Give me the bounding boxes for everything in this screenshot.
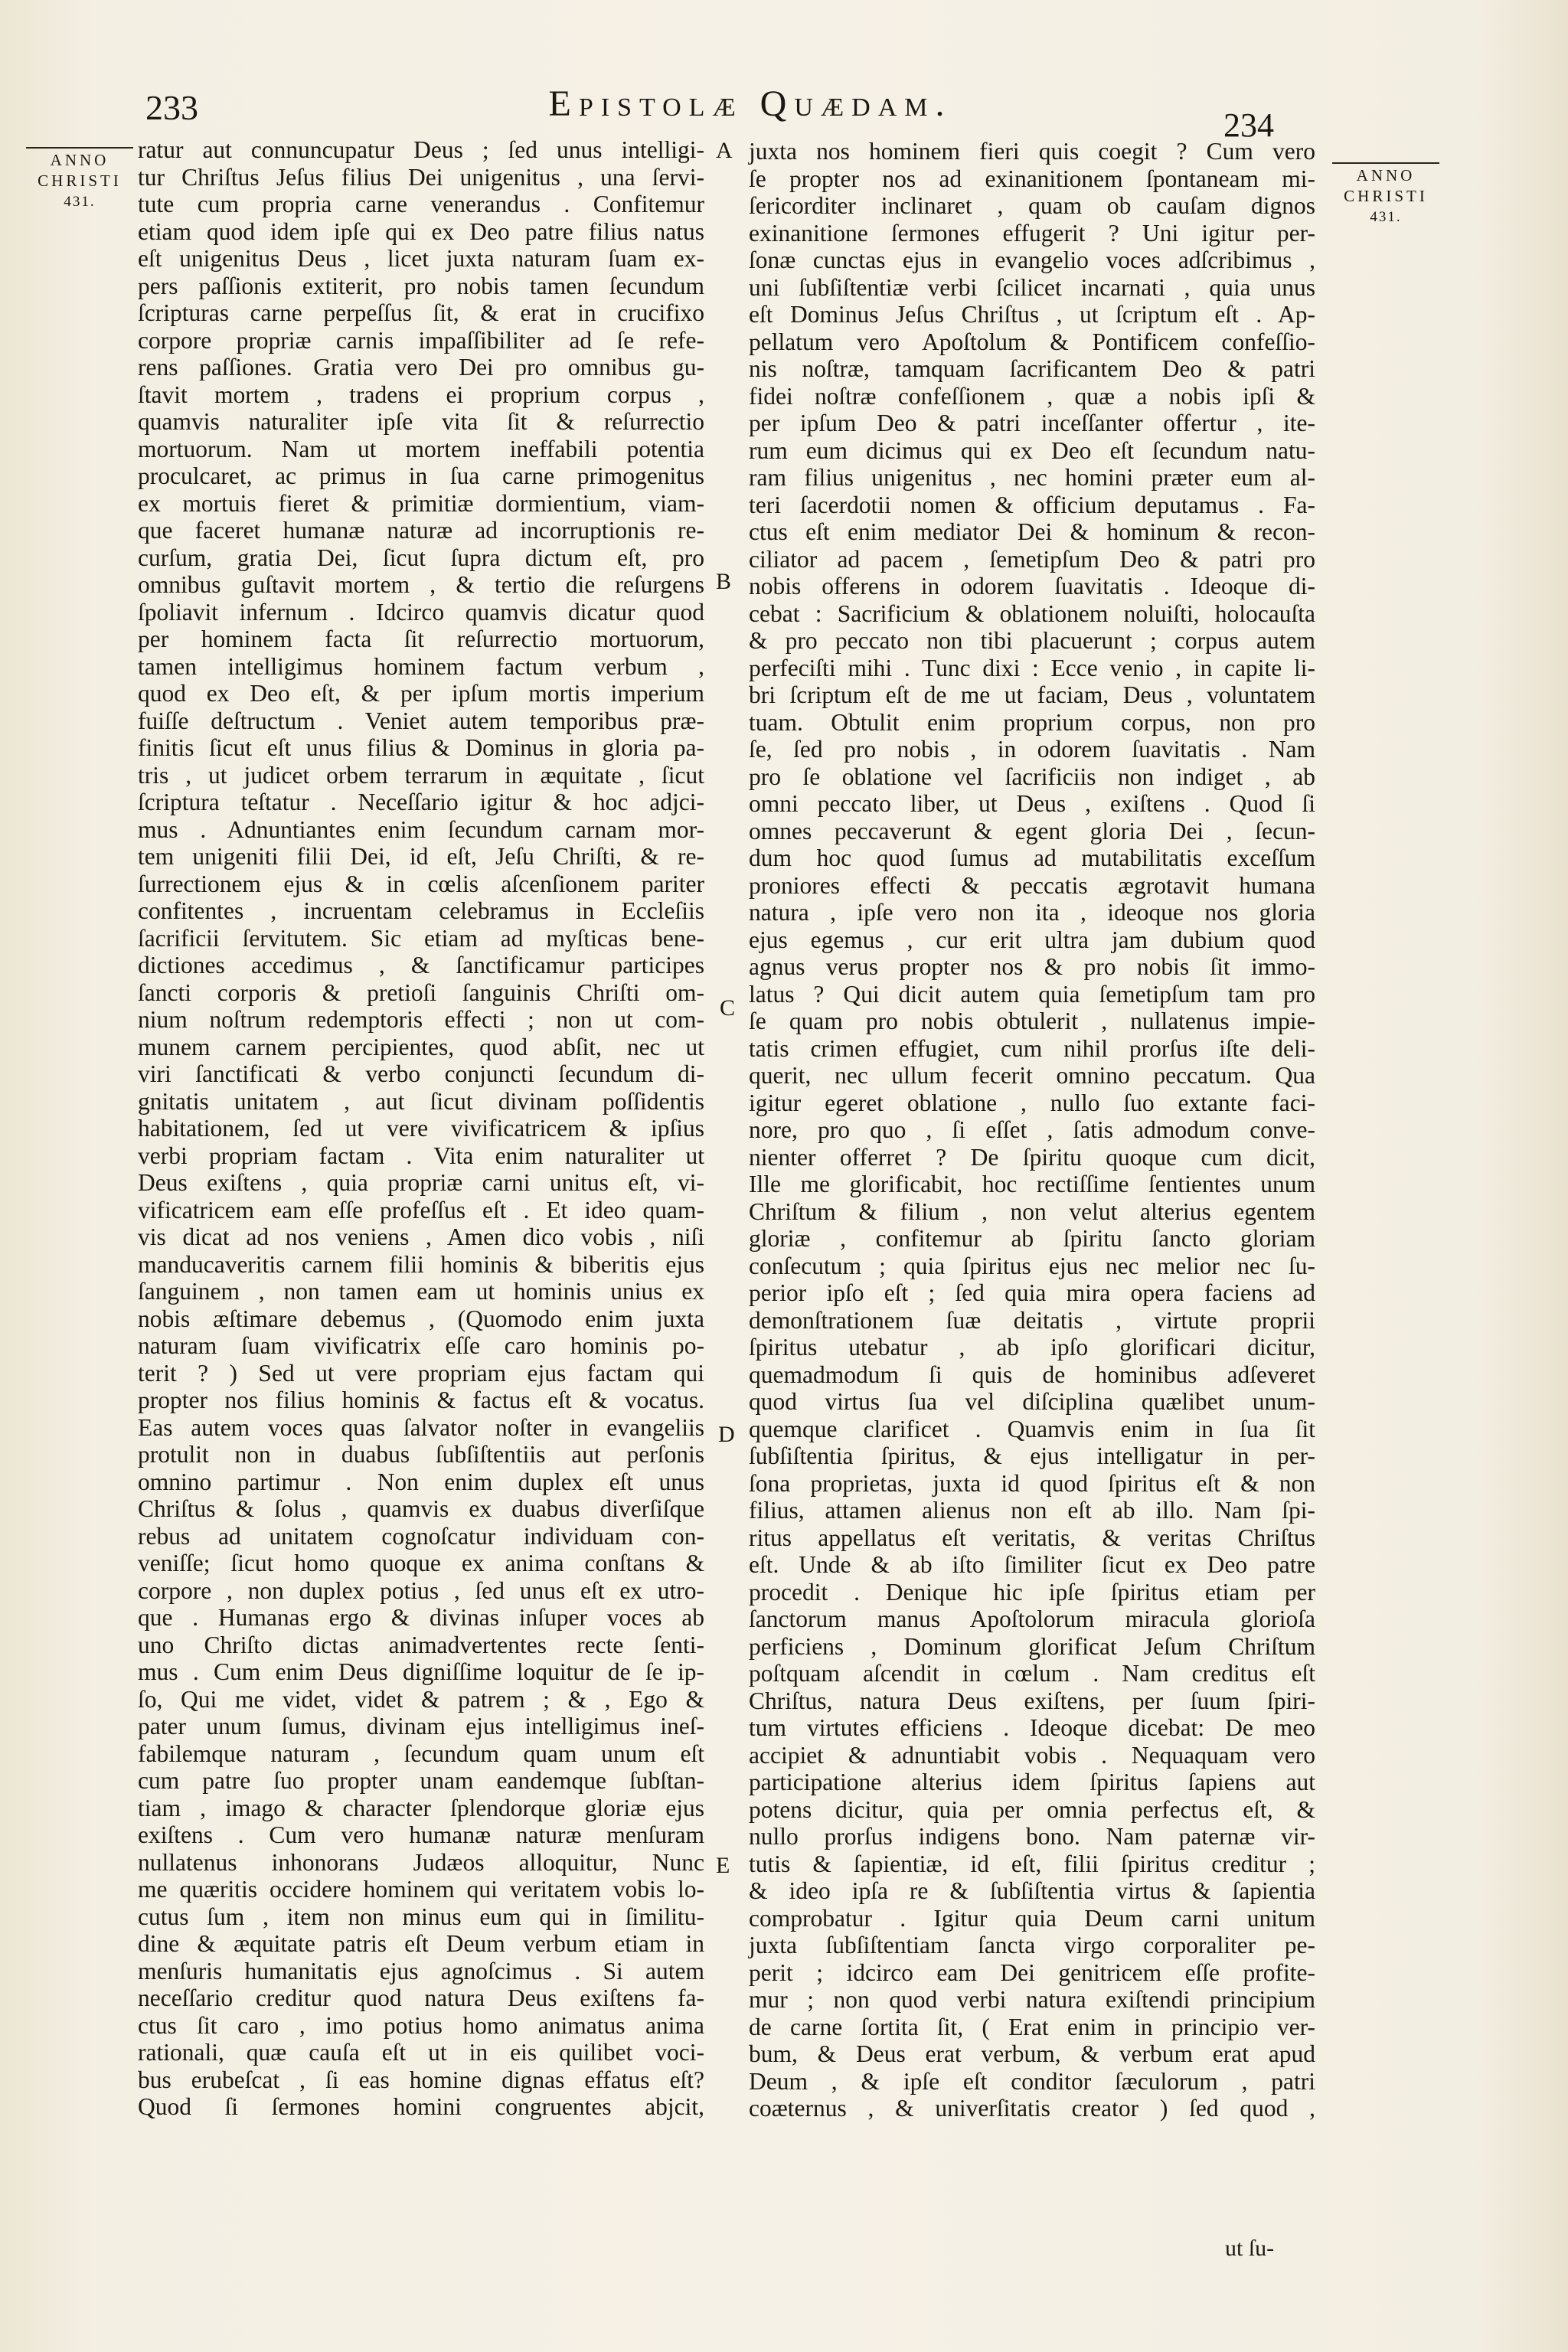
text-line: propter nos filius hominis & factus eſt & vocatus. — [138, 1387, 704, 1413]
text-line: ſonæ cunctas ejus in evangelio voces adſcribimus , — [749, 247, 1315, 273]
text-line: ciliator ad pacem , ſemetipſum Deo & patri pro — [749, 545, 1315, 573]
text-line: & ideo ipſa re & ſubſiſtentia virtus & ſapientia — [749, 1877, 1315, 1904]
text-line: vis dicat ad nos veniens , Amen dico vobis , niſi — [138, 1223, 704, 1250]
text-line: rebus ad unitatem cognoſcatur individuam con- — [138, 1522, 704, 1550]
text-line: Deus exiſtens , quia propriæ carni unitus eſt, vi- — [138, 1169, 704, 1196]
text-line: perficiens , Dominum glorificat Jeſum Chriſtum — [749, 1632, 1315, 1660]
text-line: ſanguinem , non tamen eam ut hominis unius ex — [138, 1278, 704, 1305]
text-line: quod ex Deo eſt, & per ipſum mortis imperium — [138, 680, 704, 707]
text-line: habitationem, ſed ut vere vivificatricem & ipſius — [138, 1115, 704, 1142]
text-line: confitentes , incruentam celebramus in Eccleſiis — [138, 897, 704, 924]
text-line: rationali, quæ cauſa eſt ut in eis quilibet voci- — [138, 2039, 704, 2066]
anno-christi-right — [1332, 162, 1439, 227]
text-line: bri ſcriptum eſt de me ut faciam, Deus , voluntatem — [749, 681, 1315, 708]
text-line: omnino partimur . Non enim duplex eſt unus — [138, 1468, 704, 1495]
text-line: ſe quam pro nobis obtulerit , nullatenus impie- — [749, 1008, 1315, 1034]
text-line: ſancti corporis & pretioſi ſanguinis Chriſti om- — [138, 978, 704, 1006]
text-line: Chriſtus & ſolus , quamvis ex duabus diverſiſque — [138, 1495, 704, 1522]
text-line: quod virtus ſua vel diſciplina quælibet unum- — [749, 1388, 1315, 1415]
section-marker-e: E — [716, 1853, 730, 1878]
text-line: pater unum ſumus, divinam ejus intelligimus ineſ- — [138, 1713, 704, 1740]
text-line: neceſſario creditur quod natura Deus exiſtens fa- — [138, 1984, 704, 2011]
text-line: viri ſanctificati & verbo conjuncti ſecundum di- — [138, 1060, 704, 1087]
text-line: ſtavit mortem , tradens ei proprium corpus , — [138, 381, 704, 408]
text-line: ſpoliavit infernum . Idcirco quamvis dicatur quod — [138, 598, 704, 626]
running-title: Epistolæ Quædam. — [548, 83, 952, 124]
text-line: exiſtens . Cum vero humanæ naturæ menſuram — [138, 1821, 704, 1848]
text-line: omnibus guſtavit mortem , & tertio die reſurgens — [138, 571, 704, 598]
text-line: ſurrectionem ejus & in cœlis aſcenſionem pariter — [138, 870, 704, 897]
text-line: manducaveritis carnem filii hominis & biberitis ejus — [138, 1250, 704, 1278]
text-line: Quod ſi ſermones homini congruentes abjcit, — [138, 2093, 704, 2120]
text-line: demonſtrationem ſuæ deitatis , virtute proprii — [749, 1306, 1315, 1334]
text-line: pers paſſionis extiterit, pro nobis tamen ſecundum — [138, 272, 704, 299]
text-line: nienter offerret ? De ſpiritu quoque cum dicit, — [749, 1143, 1315, 1171]
text-line: veniſſe; ſicut homo quoque ex anima conſtans & — [138, 1550, 704, 1576]
text-line: ritus appellatus eſt veritatis, & veritas Chriſtus — [749, 1524, 1315, 1551]
text-line: mur ; non quod verbi natura exiſtendi principium — [749, 1986, 1315, 2013]
text-line: agnus verus propter nos & pro nobis ſit immo- — [749, 953, 1315, 980]
text-line: bum, & Deus erat verbum, & verbum erat apud — [749, 2040, 1315, 2067]
text-line: juxta nos hominem fieri quis coegit ? Cum vero — [749, 138, 1315, 165]
text-line: ram filius unigenitus , nec homini præter eum al- — [749, 464, 1315, 491]
text-line: tuam. Obtulit enim proprium corpus, non pro — [749, 708, 1315, 736]
text-line: omnes peccaverunt & egent gloria Dei , ſecun- — [749, 817, 1315, 844]
text-line: cebat : Sacrificium & oblationem noluiſti, holocauſta — [749, 599, 1315, 627]
text-line: naturam ſuam vivificatrix eſſe caro hominis po- — [138, 1332, 704, 1359]
text-line: fabilemque naturam , ſecundum quam unum eſt — [138, 1740, 704, 1767]
text-line: tem unigeniti filii Dei, id eſt, Jeſu Chriſti, & re- — [138, 843, 704, 870]
text-line: gnitatis unitatem , aut ſicut divinam poſſidentis — [138, 1087, 704, 1115]
text-line: ſcripturas carne perpeſſus ſit, & erat in crucifixo — [138, 299, 704, 326]
text-line: filius, attamen alienus non eſt ab illo. Nam ſpi- — [749, 1497, 1315, 1524]
text-line: vificatricem eam eſſe profeſſus eſt . Et ideo quam- — [138, 1196, 704, 1223]
text-line: dictiones accedimus , & ſanctificamur participes — [138, 952, 704, 978]
text-line: ſe, ſed pro nobis , in odorem ſuavitatis . Nam — [749, 736, 1315, 763]
text-line: participatione alterius idem ſpiritus ſapiens aut — [749, 1769, 1315, 1795]
text-line: perior ipſo eſt ; ſed quia mira opera faciens ad — [749, 1279, 1315, 1306]
text-line: mortuorum. Nam ut mortem ineffabili potentia — [138, 435, 704, 462]
text-line: me quæritis occidere hominem qui veritatem vobis lo- — [138, 1876, 704, 1903]
text-line: corpore , non duplex potius , ſed unus eſt ex utro- — [138, 1576, 704, 1604]
text-line: ſacrificii ſervitutem. Sic etiam ad myſticas bene- — [138, 924, 704, 952]
text-line: procedit . Denique hic ipſe ſpiritus etiam per — [749, 1578, 1315, 1606]
text-line: ſo, Qui me videt, videt & patrem ; & , Ego & — [138, 1685, 704, 1713]
text-line: conſecutum ; quia ſpiritus ejus nec melior nec ſu- — [749, 1252, 1315, 1279]
left-text-column — [138, 136, 704, 2121]
section-marker-c: C — [720, 995, 736, 1021]
text-line: de carne ſortita ſit, ( Erat enim in principio ver- — [749, 2013, 1315, 2040]
christi-label: CHRISTI — [38, 172, 122, 190]
text-line: ſona proprietas, juxta id quod ſpiritus eſt & non — [749, 1469, 1315, 1497]
text-line: ratur aut connuncupatur Deus ; ſed unus intelligi- — [138, 136, 704, 163]
section-marker-d: D — [718, 1422, 735, 1447]
text-line: quemque clarificet . Quamvis enim in ſua ſit — [749, 1415, 1315, 1442]
running-header — [0, 83, 1568, 144]
text-line: etiam quod idem ipſe qui ex Deo patre filius natus — [138, 217, 704, 245]
text-line: accipiet & adnuntiabit vobis . Nequaquam vero — [749, 1741, 1315, 1769]
text-line: mus . Cum enim Deus digniſſime loquitur de ſe ip- — [138, 1658, 704, 1685]
text-line: potens dicitur, quia per omnia perfectus eſt, & — [749, 1795, 1315, 1823]
page-number-left: 233 — [145, 88, 198, 127]
text-line: nis noſtræ, tamquam ſacrificantem Deo & patri — [749, 355, 1315, 382]
text-line: nore, pro quo , ſi eſſet , ſatis admodum conve- — [749, 1116, 1315, 1143]
christi-label: CHRISTI — [1344, 187, 1428, 205]
text-line: Chriſtum & filium , non velut alterius egentem — [749, 1197, 1315, 1225]
text-line: ex mortuis fieret & primitiæ dormientium, viam- — [138, 489, 704, 517]
text-line: tris , ut judicet orbem terrarum in æquitate , ſicut — [138, 761, 704, 789]
text-line: ejus egemus , cur erit ultra jam dubium quod — [749, 926, 1315, 953]
text-line: tute cum propria carne venerandus . Confitemur — [138, 191, 704, 217]
page-number-right: 234 — [1223, 106, 1274, 144]
text-line: curſum, gratia Dei, ſicut ſupra dictum eſt, pro — [138, 544, 704, 571]
text-line: proniores effecti & peccatis ægrotavit humana — [749, 871, 1315, 899]
text-line: pellatum vero Apoſtolum & Pontificem confeſſio- — [749, 328, 1315, 355]
text-line: per ipſum Deo & patri inceſſanter offertur , ite- — [749, 410, 1315, 436]
text-line: quemadmodum ſi quis de hominibus adſeveret — [749, 1361, 1315, 1388]
text-line: ſericorditer inclinaret , quam ob cauſam dignos — [749, 192, 1315, 219]
text-line: dine & æquitate patris eſt Deum verbum etiam in — [138, 1930, 704, 1957]
text-line: que . Humanas ergo & divinas inſuper voces ab — [138, 1604, 704, 1631]
year-label: 431. — [1370, 209, 1402, 225]
text-line: corpore propriæ carnis impaſſibiliter ad ſe refe- — [138, 326, 704, 354]
text-line: terit ? ) Sed ut vere propriam ejus factam qui — [138, 1359, 704, 1387]
text-line: latus ? Qui dicit autem quia ſemetipſum tam pro — [749, 980, 1315, 1008]
text-line: nullatenus inhonorans Judæos alloquitur, Nunc — [138, 1848, 704, 1876]
text-line: juxta ſubſiſtentiam ſancta virgo corporaliter pe- — [749, 1932, 1315, 1958]
text-line: cutus ſum , item non minus eum qui in ſimilitu- — [138, 1903, 704, 1930]
text-line: tutis & ſapientiæ, id eſt, filii ſpiritus creditur ; — [749, 1850, 1315, 1877]
anno-christi-left — [26, 147, 133, 212]
text-line: rum eum dicimus qui ex Deo eſt ſecundum natu- — [749, 436, 1315, 464]
text-line: nullo prorſus indigens bono. Nam paternæ vir- — [749, 1823, 1315, 1850]
text-line: perfeciſti mihi . Tunc dixi : Ecce venio , in capite li- — [749, 654, 1315, 681]
anno-label: ANNO — [1356, 166, 1416, 185]
text-line: bus erubeſcat , ſi eas homine dignas effatus eſt? — [138, 2066, 704, 2093]
text-line: comprobatur . Igitur quia Deum carni unitum — [749, 1904, 1315, 1932]
text-line: poſtquam aſcendit in cœlum . Nam creditus eſt — [749, 1660, 1315, 1687]
text-line: tatis crimen effugiet, cum nihil prorſus iſte deli- — [749, 1034, 1315, 1062]
text-line: que faceret humanæ naturæ ad incorruptionis re- — [138, 517, 704, 544]
text-line: nobis æſtimare debemus , (Quomodo enim juxta — [138, 1305, 704, 1332]
text-line: mus . Adnuntiantes enim ſecundum carnam mor- — [138, 815, 704, 843]
text-line: gloriæ , confitemur ab ſpiritu ſancto gloriam — [749, 1225, 1315, 1252]
text-line: eſt. Unde & ab iſto ſimiliter ſicut ex Deo patre — [749, 1551, 1315, 1578]
text-line: coæternus , & univerſitatis creator ) ſed quod , — [749, 2095, 1315, 2122]
text-line: ctus eſt enim mediator Dei & hominum & recon- — [749, 518, 1315, 545]
text-line: ctus ſit caro , imo potius homo animatus anima — [138, 2011, 704, 2039]
text-line: natura , ipſe vero non ita , ideoque nos gloria — [749, 899, 1315, 926]
section-marker-b: B — [716, 569, 732, 594]
text-line: exinanitione ſermones effugerit ? Uni igitur per- — [749, 219, 1315, 247]
text-line: tur Chriſtus Jeſus filius Dei unigenitus , una ſervi- — [138, 163, 704, 191]
text-line: Ille me glorificabit, hoc rectiſſime ſentientes unum — [749, 1171, 1315, 1197]
text-line: tamen intelligimus hominem factum verbum , — [138, 652, 704, 680]
text-line: & pro peccato non tibi placuerunt ; corpus autem — [749, 627, 1315, 654]
text-line: ſubſiſtentia ſpiritus, & ejus intelligatur in per- — [749, 1442, 1315, 1469]
text-line: tiam , imago & character ſplendorque gloriæ ejus — [138, 1794, 704, 1821]
text-line: nobis offerens in odorem ſuavitatis . Ideoque di- — [749, 573, 1315, 599]
text-line: perit ; idcirco eam Dei genitricem eſſe profite- — [749, 1958, 1315, 1986]
text-line: munem carnem percipientes, quod abſit, nec ut — [138, 1033, 704, 1060]
text-line: quamvis naturaliter ipſe vita ſit & reſurrectio — [138, 408, 704, 435]
text-line: cum patre ſuo propter unam eandemque ſubſtan- — [138, 1767, 704, 1794]
section-marker-a: A — [716, 138, 733, 163]
text-line: eſt Dominus Jeſus Chriſtus , ut ſcriptum eſt . Ap- — [749, 301, 1315, 328]
text-line: rens paſſiones. Gratia vero Dei pro omnibus gu- — [138, 354, 704, 381]
text-line: pro ſe oblatione vel ſacrificiis non indiget , ab — [749, 763, 1315, 790]
text-line: ſpiritus utebatur , ab ipſo glorificari dicitur, — [749, 1334, 1315, 1361]
text-line: eſt unigenitus Deus , licet juxta naturam ſuam ex- — [138, 245, 704, 272]
text-line: per hominem facta ſit reſurrectio mortuorum, — [138, 626, 704, 652]
text-line: proculcaret, ac primus in ſua carne primogenitus — [138, 462, 704, 489]
anno-label: ANNO — [50, 151, 109, 169]
text-line: protulit non in duabus ſubſiſtentiis aut perſonis — [138, 1441, 704, 1468]
text-line: menſuris humanitatis ejus agnoſcimus . Si autem — [138, 1957, 704, 1984]
text-line: Chriſtus, natura Deus exiſtens, per ſuum ſpiri- — [749, 1687, 1315, 1714]
text-line: ſe propter nos ad exinanitionem ſpontaneam mi- — [749, 165, 1315, 192]
text-line: Deum , & ipſe eſt conditor ſæculorum , patri — [749, 2067, 1315, 2095]
right-text-column — [749, 138, 1315, 2122]
text-line: omni peccato liber, ut Deus , exiſtens . Quod ſi — [749, 790, 1315, 817]
text-line: igitur egeret oblatione , nullo ſuo extante faci- — [749, 1089, 1315, 1116]
text-line: teri ſacerdotii nomen & officium deputamus . Fa- — [749, 491, 1315, 518]
text-line: querit, nec ullum fecerit omnino peccatum. Qua — [749, 1062, 1315, 1089]
text-line: fidei noſtræ confeſſionem , quæ a nobis ipſi & — [749, 382, 1315, 410]
text-line: dum hoc quod ſumus ad mutabilitatis exceſſum — [749, 844, 1315, 871]
text-line: nium noſtrum redemptoris effecti ; non ut com- — [138, 1006, 704, 1033]
text-line: tum virtutes efficiens . Ideoque dicebat: De meo — [749, 1714, 1315, 1741]
text-line: verbi propriam factam . Vita enim naturaliter ut — [138, 1142, 704, 1169]
text-line: Eas autem voces quas ſalvator noſter in evangeliis — [138, 1413, 704, 1441]
text-line: ſanctorum manus Apoſtolorum miracula glorioſa — [749, 1606, 1315, 1632]
text-line: finitis ſicut eſt unus filius & Dominus in gloria pa- — [138, 734, 704, 761]
text-line: uni ſubſiſtentiæ verbi ſcilicet incarnati , quia unus — [749, 273, 1315, 301]
text-line: uno Chriſto dictas animadvertentes recte ſenti- — [138, 1631, 704, 1658]
text-line: ſcriptura teſtatur . Neceſſario igitur & hoc adjci- — [138, 789, 704, 815]
year-label: 431. — [64, 194, 96, 210]
catchword: ut ſu- — [1225, 2236, 1275, 2261]
text-line: fuiſſe deſtructum . Veniet autem temporibus præ- — [138, 707, 704, 734]
